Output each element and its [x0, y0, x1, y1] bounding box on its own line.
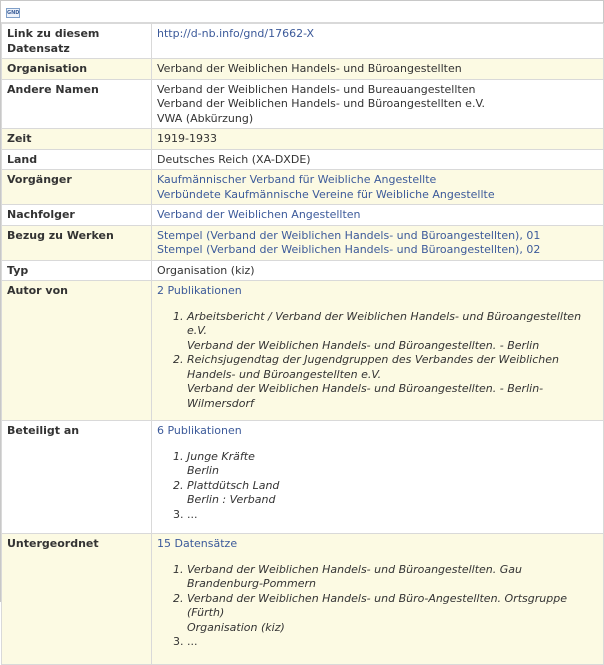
row-zeit: [2, 129, 604, 150]
row-label: Beteiligt an: [2, 421, 152, 534]
gnd-icon[interactable]: GND: [7, 10, 20, 16]
row-label: Zeit: [2, 129, 152, 150]
list-item[interactable]: [187, 353, 598, 411]
row-label: Untergeordnet: [2, 534, 152, 665]
list-item[interactable]: [187, 563, 598, 592]
organisation-name: Verband der Weiblichen Handels- und Büroangestellten: [157, 62, 462, 75]
alt-name: Verband der Weiblichen Handels- und Büroangestellten e.V.: [157, 97, 486, 110]
row-beteiligt: [2, 421, 604, 534]
publication-list: [187, 450, 598, 523]
row-label: Land: [2, 149, 152, 170]
country-value: Deutsches Reich (XA-DXDE): [157, 152, 311, 166]
row-label: Organisation: [2, 59, 152, 80]
row-label: Link zu diesem Datensatz: [2, 24, 152, 59]
list-item[interactable]: [187, 479, 598, 508]
row-andere-namen: [2, 79, 604, 129]
successor-link[interactable]: Verband der Weiblichen Angestellten: [157, 208, 361, 221]
publications-count-link[interactable]: 2 Publikationen: [157, 284, 242, 297]
more-item[interactable]: 3. ...: [187, 508, 598, 523]
row-label: Bezug zu Werken: [2, 225, 152, 260]
subordinate-title: 2. Verband der Weiblichen Handels- und Büro-Angestellten. Ortsgruppe (Fürth): [187, 591, 567, 619]
subordinate-meta: Organisation (kiz): [187, 620, 285, 634]
publication-list: [187, 310, 598, 412]
records-count-link[interactable]: 15 Datensätze: [157, 537, 238, 550]
predecessor-link[interactable]: Kaufmännischer Verband für Weibliche Angestellte: [157, 173, 437, 186]
row-nachfolger: [2, 205, 604, 226]
alt-name: Verband der Weiblichen Handels- und Bureauangestellten: [157, 82, 476, 96]
publication-title: 1. Junge Kräfte: [187, 449, 255, 463]
time-span: 1919-1933: [157, 132, 217, 145]
publication-meta: Berlin : Verband: [187, 493, 276, 506]
predecessor-link[interactable]: Verbündete Kaufmännische Vereine für Weibliche Angestellte: [157, 187, 495, 201]
row-label: Autor von: [2, 281, 152, 421]
type-value: Organisation (kiz): [157, 263, 255, 277]
publication-meta: Verband der Weiblichen Handels- und Büroangestellten. - Berlin-Wilmersdorf: [187, 382, 544, 410]
publication-meta: Verband der Weiblichen Handels- und Büroangestellten. - Berlin: [187, 338, 540, 352]
row-vorgaenger: [2, 170, 604, 205]
row-untergeordnet: [2, 534, 604, 665]
publication-meta: Berlin: [187, 464, 219, 477]
row-typ: [2, 260, 604, 281]
publication-title: 1. Arbeitsbericht / Verband der Weiblichen Handels- und Büroangestellten e.V.: [187, 309, 582, 337]
row-label: Typ: [2, 260, 152, 281]
related-works: [152, 225, 604, 260]
row-link: [2, 24, 604, 59]
subordinate-title: 1. Verband der Weiblichen Handels- und Büroangestellten. Gau Brandenburg-Pommern: [187, 562, 523, 590]
publication-title: 2. Reichsjugendtag der Jugendgruppen des Verbandes der Weiblichen Handels- und Büroangestellten e.V.: [187, 353, 559, 381]
work-link[interactable]: Stempel (Verband der Weiblichen Handels- und Büroangestellten), 01: [157, 228, 541, 242]
predecessors: [152, 170, 604, 205]
publication-title: 2. Plattdütsch Land: [187, 478, 280, 492]
publications-count-link[interactable]: 6 Publikationen: [157, 424, 242, 437]
list-item[interactable]: [187, 592, 598, 636]
row-autor: [2, 281, 604, 421]
panel-header: [1, 1, 603, 23]
alt-name: VWA (Abkürzung): [157, 111, 254, 125]
row-label: Andere Namen: [2, 79, 152, 129]
permalink[interactable]: http://d-nb.info/gnd/17662-X: [157, 27, 315, 40]
row-land: [2, 149, 604, 170]
row-organisation: [2, 59, 604, 80]
list-item[interactable]: [187, 450, 598, 479]
record-table: [1, 23, 604, 665]
row-label: Vorgänger: [2, 170, 152, 205]
row-label: Nachfolger: [2, 205, 152, 226]
work-link[interactable]: Stempel (Verband der Weiblichen Handels- und Büroangestellten), 02: [157, 243, 541, 256]
list-item[interactable]: [187, 310, 598, 354]
alternative-names: [152, 79, 604, 129]
subordinate-list: [187, 563, 598, 650]
more-item[interactable]: 3. ...: [187, 635, 598, 650]
row-bezug: [2, 225, 604, 260]
